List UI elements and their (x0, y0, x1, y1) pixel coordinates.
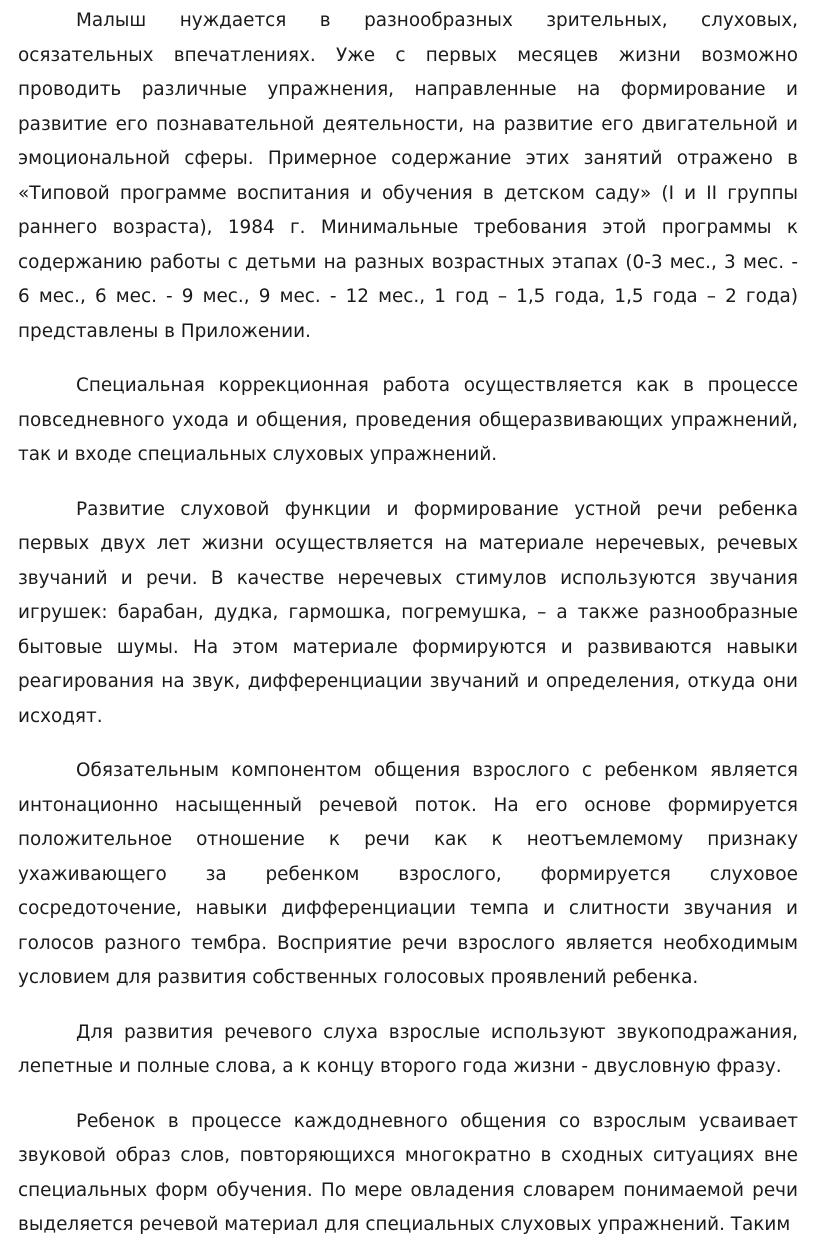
paragraph-daily-communication: Ребенок в процессе каждодневного общения со взрослым усваивает звуковой образ слов, повторяющихся многократно в сходных ситуациях вне специальных форм обучения. По мере овладения словарем понимаемой речи выделяется речевой материал для специальных слуховых упражнений. Таким (18, 1110, 798, 1235)
paragraph-speech-hearing: Для развития речевого слуха взрослые используют звукоподражания, лепетные и полные слова, а к концу второго года жизни - двусловную фразу. (18, 1021, 798, 1077)
paragraph-sensory-impressions: Малыш нуждается в разнообразных зрительных, слуховых, осязательных впечатлениях. Уже с первых месяцев жизни возможно проводить различные упражнения, направленные на формирование и развитие его познавательной деятельности, на развитие его двигательной и эмоциональной сферы. Примерное содержание этих занятий отражено в «Типовой программе воспитания и обучения в детском саду» (I и II группы раннего возраста), 1984 г. Минимальные требования этой программы к содержанию работы с детьми на разных возрастных этапах (0-3 мес., 3 мес. - 6 мес., 6 мес. - 9 мес., 9 мес. - 12 мес., 1 год – 1,5 года, 1,5 года – 2 года) представлены в Приложении. (18, 10, 798, 342)
paragraph-speech-flow: Обязательным компонентом общения взрослого с ребенком является интонационно насыщенный речевой поток. На его основе формируется положительное отношение к речи как к неотъемлемому признаку ухаживающего за ребенком взрослого, формируется слуховое сосредоточение, навыки дифференциации темпа и слитности звучания и голосов разного тембра. Восприятие речи взрослого является необходимым условием для развития собственных голосовых проявлений ребенка. (18, 760, 798, 988)
paragraph-correctional-work: Специальная коррекционная работа осуществляется как в процессе повседневного ухода и общения, проведения общеразвивающих упражнений, так и входе специальных слуховых упражнений. (18, 375, 798, 465)
paragraph-auditory-development: Развитие слуховой функции и формирование устной речи ребенка первых двух лет жизни осуществляется на материале неречевых, речевых звучаний и речи. В качестве неречевых стимулов используются звучания игрушек: барабан, дудка, гармошка, погремушка, – а также разнообразные бытовые шумы. На этом материале формируются и развиваются навыки реагирования на звук, дифференциации звучаний и определения, откуда они исходят. (18, 498, 798, 727)
document-page (18, 4, 798, 1243)
